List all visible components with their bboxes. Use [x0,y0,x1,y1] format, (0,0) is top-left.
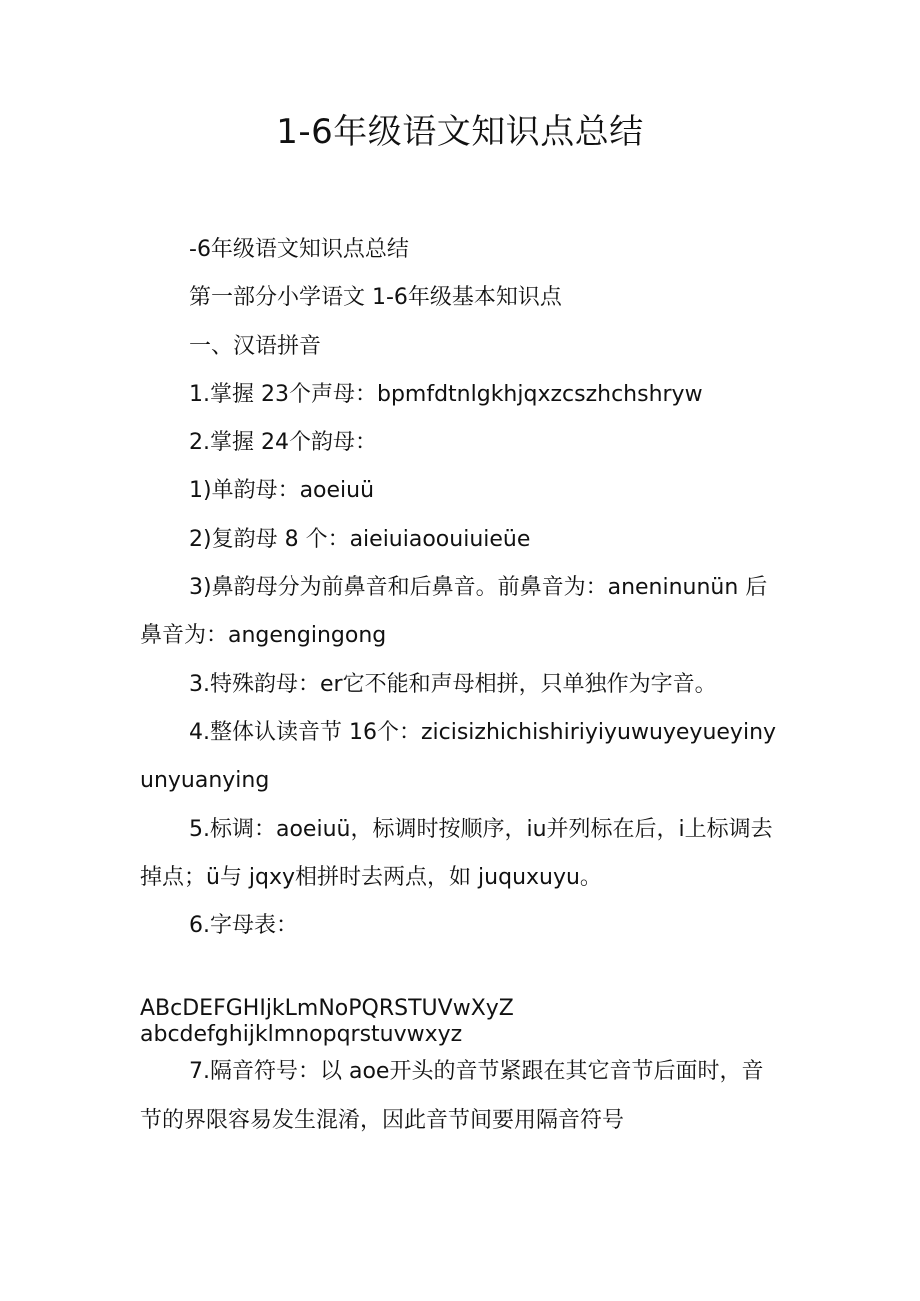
paragraph-whole-syllables: 4.整体认读音节 16个：zicisizhichishiriyiyuwuyeyueyinyunyuanying [140,719,777,794]
document-title: 1-6年级语文知识点总结 [276,112,644,152]
paragraph-finals: 2.掌握 24个韵母： [189,430,377,456]
paragraph-section-heading: 一、汉语拼音 [189,333,322,359]
paragraph-nasal-finals: 3)鼻韵母分为前鼻音和后鼻音。前鼻音为：aneninunün 后鼻音为：angengingong [140,575,768,649]
spacer [140,950,780,996]
paragraph-part-heading: 第一部分小学语文 1-6年级基本知识点 [189,285,562,311]
paragraph-subtitle: -6年级语文知识点总结 [189,237,409,262]
alphabet-lower: abcdefghijklmnopqrstuvwxyz [140,1022,463,1048]
document-body [140,226,780,1145]
paragraph-compound-finals: 2)复韵母 8 个：aieiuiaoouiuieüe [189,526,531,552]
paragraph-alphabet-heading: 6.字母表： [189,913,298,939]
paragraph-separator-mark: 7.隔音符号：以 aoe开头的音节紧跟在其它音节后面时，音节的界限容易发生混淆，因此音节间要用隔音符号 [140,1059,764,1133]
alphabet-upper: ABcDEFGHIjkLmNoPQRSTUVwXyZ [140,996,514,1022]
paragraph-simple-finals: 1)单韵母：aoeiuü [189,478,375,504]
paragraph-tone-marks: 5.标调：aoeiuü，标调时按顺序，iu并列标在后，i上标调去掉点；ü与 jqxy相拼时去两点，如 juquxuyu。 [140,816,773,890]
paragraph-initials: 1.掌握 23个声母：bpmfdtnlgkhjqxzcszhchshryw [189,381,703,407]
paragraph-special-final: 3.特殊韵母：er它不能和声母相拼，只单独作为字音。 [189,671,717,697]
